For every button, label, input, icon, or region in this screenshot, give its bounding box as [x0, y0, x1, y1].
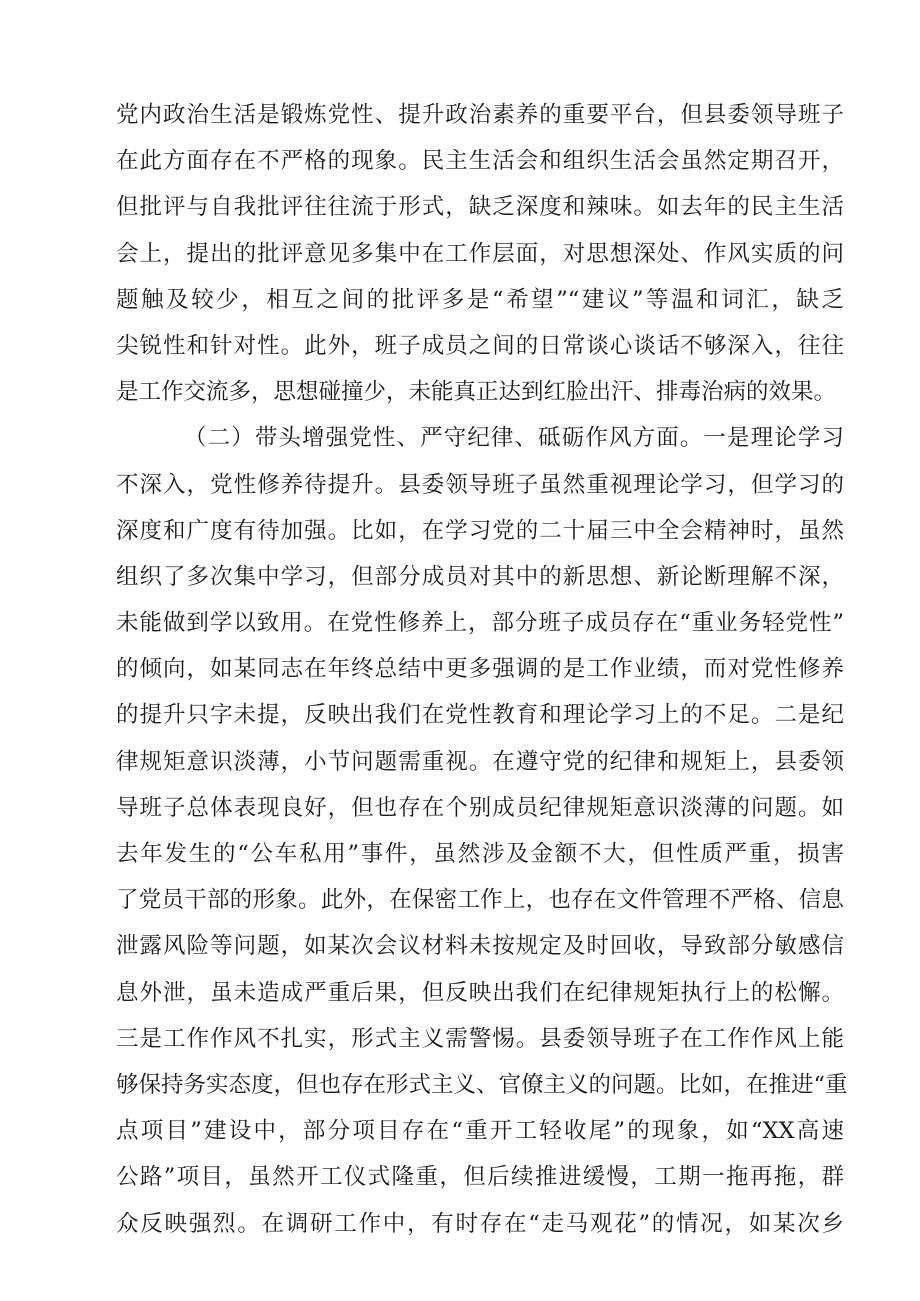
text-line: 众反映强烈。在调研工作中，有时存在“走马观花”的情况，如某次乡: [116, 1210, 844, 1237]
text-line: 是工作交流多，思想碰撞少，未能真正达到红脸出汗、排毒治病的效果。: [116, 379, 837, 406]
section-heading-line: （二）带头增强党性、严守纪律、砥砺作风方面。一是理论学习: [184, 425, 844, 452]
text-line: 在此方面存在不严格的现象。民主生活会和组织生活会虽然定期召开，: [116, 148, 844, 175]
text-line: 会上，提出的批评意见多集中在工作层面，对思想深处、作风实质的问: [116, 240, 844, 267]
text-line: 三是工作作风不扎实，形式主义需警惕。县委领导班子在工作作风上能: [116, 1025, 844, 1052]
text-line: 的提升只字未提，反映出我们在党性教育和理论学习上的不足。二是纪: [116, 702, 844, 729]
text-line: 组织了多次集中学习，但部分成员对其中的新思想、新论断理解不深，: [116, 563, 844, 590]
text-line: 律规矩意识淡薄，小节问题需重视。在遵守党的纪律和规矩上，县委领: [116, 748, 844, 775]
text-line: 导班子总体表现良好，但也存在个别成员纪律规矩意识淡薄的问题。如: [116, 794, 844, 821]
text-line: 深度和广度有待加强。比如，在学习党的二十届三中全会精神时，虽然: [116, 517, 844, 544]
text-line: 但批评与自我批评往往流于形式，缺乏深度和辣味。如去年的民主生活: [116, 194, 844, 221]
text-line: 够保持务实态度，但也存在形式主义、官僚主义的问题。比如，在推进“重: [116, 1071, 848, 1098]
text-line: 未能做到学以致用。在党性修养上，部分班子成员存在“重业务轻党性”: [116, 610, 844, 637]
text-line: 尖锐性和针对性。此外，班子成员之间的日常谈心谈话不够深入，往往: [116, 332, 844, 359]
text-line: 不深入，党性修养待提升。县委领导班子虽然重视理论学习，但学习的: [116, 471, 844, 498]
text-line: 党内政治生活是锻炼党性、提升政治素养的重要平台，但县委领导班子: [116, 102, 844, 128]
text-line: 去年发生的“公车私用”事件，虽然涉及金额不大，但性质严重，损害: [116, 841, 844, 867]
text-line: 息外泄，虽未造成严重后果，但反映出我们在纪律规矩执行上的松懈。: [116, 979, 844, 1006]
text-line: 了党员干部的形象。此外，在保密工作上，也存在文件管理不严格、信息: [116, 887, 844, 914]
body-text: [116, 92, 848, 1247]
text-line: 的倾向，如某同志在年终总结中更多强调的是工作业绩，而对党性修养: [116, 656, 844, 683]
text-line: 点项目”建设中，部分项目存在“重开工轻收尾”的现象，如“XX高速: [116, 1118, 844, 1145]
text-line: 公路”项目，虽然开工仪式隆重，但后续推进缓慢，工期一拖再拖，群: [116, 1164, 844, 1191]
text-line: 泄露风险等问题，如某次会议材料未按规定及时回收，导致部分敏感信: [116, 933, 844, 960]
text-line: 题触及较少，相互之间的批评多是“希望”“建议”等温和词汇，缺乏: [116, 286, 844, 313]
